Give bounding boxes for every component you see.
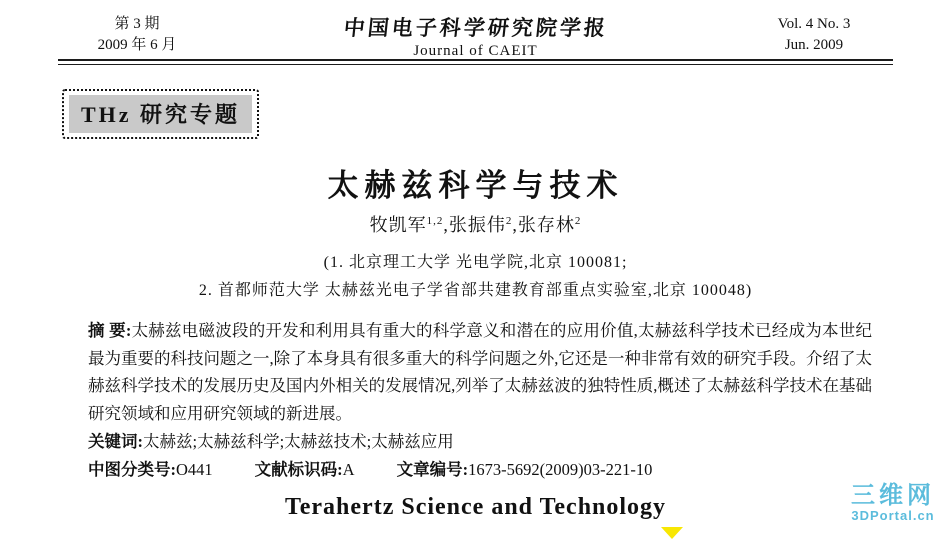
author-separator: ,: [443, 215, 449, 235]
volume-number: Vol. 4 No. 3: [777, 16, 851, 32]
journal-name-english: Journal of CAEIT: [413, 43, 538, 59]
keywords-text: 太赫兹;太赫兹科学;太赫兹技术;太赫兹应用: [143, 432, 454, 451]
watermark-site-name: 三维网: [851, 482, 935, 509]
doc-code-value: A: [342, 460, 355, 479]
header-double-rule: [58, 59, 893, 65]
author-name: 牧凯军: [369, 215, 427, 235]
keywords-label: 关键词:: [88, 432, 143, 451]
yellow-triangle-marker: [661, 527, 683, 539]
classification-line: [88, 456, 872, 480]
affiliation-line-2: 2. 首都师范大学 太赫兹光电子学省部共建教育部重点实验室,北京 100048): [198, 282, 753, 299]
affiliation-line-1: (1. 北京理工大学 光电学院,北京 100081;: [323, 254, 628, 271]
doc-code-label: 文献标识码:: [254, 460, 343, 479]
article-id-value: 1673-5692(2009)03-221-10: [468, 460, 653, 479]
abstract-text: 太赫兹电磁波段的开发和利用具有重大的科学意义和潜在的应用价值,太赫兹科学技术已经成为本世纪最为重要的科技问题之一,除了本身具有很多重大的科学问题之外,它还是一种非常有效的研究手段。介绍了太赫兹科学技术的发展历史及国内外相关的发展情况,列举了太赫兹波的独特性质,概述了太赫兹科学技术在基础研究领域和应用研究领域的新进展。: [88, 321, 872, 423]
clc-value: O441: [176, 460, 213, 479]
article-title-english: Terahertz Science and Technology: [284, 494, 667, 520]
topic-badge: [62, 89, 259, 139]
author-affiliation-superscript: 2: [574, 215, 582, 227]
volume-date: Jun. 2009: [784, 37, 844, 53]
topic-badge-label: THz 研究专题: [69, 95, 252, 133]
issue-number: 第 3 期: [114, 16, 160, 32]
journal-name-chinese: 中国电子科学研究院学报: [342, 16, 609, 40]
abstract: [88, 317, 872, 427]
header-volume: [749, 14, 879, 56]
clc-label: 中图分类号:: [88, 460, 176, 479]
article-id-label: 文章编号:: [396, 460, 469, 479]
author-name: 张振伟: [448, 215, 506, 235]
watermark: [841, 483, 945, 523]
watermark-site-url: 3DPortal.cn: [851, 508, 935, 523]
keywords: [88, 428, 872, 452]
issue-date: 2009 年 6 月: [97, 37, 177, 53]
author-affiliation-superscript: 2: [505, 215, 513, 227]
author-list: [0, 211, 951, 237]
author-affiliation-superscript: 1,2: [426, 215, 444, 227]
author-separator: ,: [512, 215, 518, 235]
abstract-label: 摘 要:: [88, 321, 132, 340]
article-title-chinese: 太赫兹科学与技术: [327, 168, 624, 203]
author-name: 张存林: [517, 215, 575, 235]
